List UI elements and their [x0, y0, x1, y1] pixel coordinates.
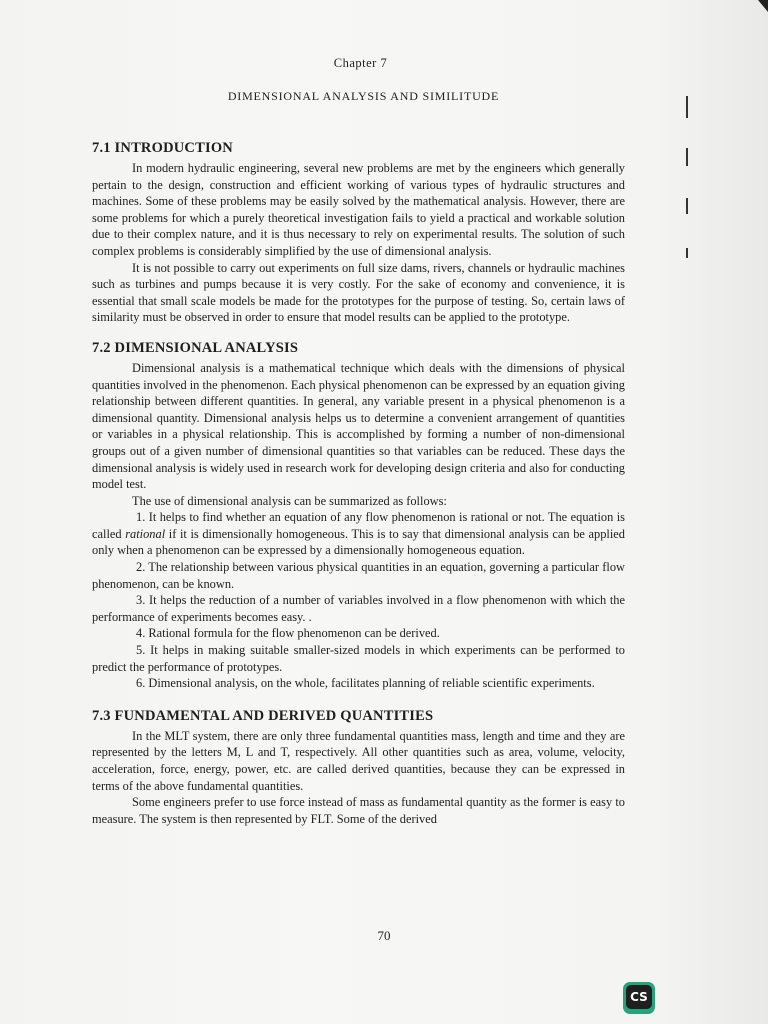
list-item: 1. It helps to find whether an equation of any flow phenomenon is rational or not. The equation is called rational if it is dimensionally homogeneous. This is to say that dimensional analysis can be applied only when a phenomenon can be expressed by a dimensionally homogeneous equation.	[92, 510, 625, 558]
paragraph: The use of dimensional analysis can be summarized as follows:	[132, 493, 447, 508]
chapter-title: DIMENSIONAL ANALYSIS AND SIMILITUDE	[227, 89, 500, 103]
emphasis-rational: rational	[125, 526, 166, 541]
page-content	[92, 56, 625, 827]
section-heading-7-2: 7.2 DIMENSIONAL ANALYSIS	[92, 339, 299, 356]
paragraph: Dimensional analysis is a mathematical technique which deals with the dimensions of physical quantities involved in the phenomenon. Each physical phenomenon can be expressed by an equation giving relationship between different quantities. In general, any variable present in a physical phenomenon is a dimensional quantity. Dimensional analysis helps us to determine a convenient arrangement of quantities or variables in a physical relationship. This is accomplished by forming a number of non-dimensional groups out of a given number of dimensional quantities so that variables can be reduced. These days the dimensional analysis is widely used in research work for developing design criteria and also for conducting model test.	[92, 360, 626, 492]
scan-mark	[686, 248, 688, 258]
scan-mark	[686, 96, 688, 118]
camscanner-logo-label: CS	[626, 985, 652, 1009]
section-heading-7-1: 7.1 INTRODUCTION	[92, 140, 233, 156]
list-item: 5. It helps in making suitable smaller-sized models in which experiments can be performed to predict the performance of prototypes.	[92, 643, 625, 674]
section-heading-7-3: 7.3 FUNDAMENTAL AND DERIVED QUANTITIES	[92, 707, 434, 724]
scan-mark	[686, 198, 688, 214]
camscanner-logo-icon	[623, 982, 655, 1014]
page-number: 70	[377, 928, 391, 943]
paragraph: Some engineers prefer to use force instead of mass as fundamental quantity as the former is easy to measure. The system is then represented by FLT. Some of the derived	[92, 795, 625, 826]
scan-mark	[686, 148, 688, 166]
paragraph: It is not possible to carry out experiments on full size dams, rivers, channels or hydraulic machines such as turbines and pumps because it is very costly. For the sake of economy and convenience, it is essential that small scale models be made for the prototypes for the purpose of testing. So, certain laws of similarity must be observed in order to ensure that model results can be applied to the prototype.	[92, 260, 625, 325]
list-item: 3. It helps the reduction of a number of variables involved in a flow phenomenon with which the performance of experiments becomes easy. .	[92, 593, 625, 624]
chapter-label: Chapter 7	[333, 56, 388, 70]
list-item: 4. Rational formula for the flow phenomenon can be derived.	[136, 626, 440, 641]
paragraph: In the MLT system, there are only three fundamental quantities mass, length and time and they are represented by the letters M, L and T, respectively. All other quantities such as area, volume, velocity, acceleration, force, energy, power, etc. are called derived quantities, because they can be expressed in terms of the above fundamental quantities.	[92, 728, 625, 793]
paragraph: In modern hydraulic engineering, several new problems are met by the engineers which generally pertain to the design, construction and efficient working of various types of hydraulic structures and machines. Some of these problems may be easily solved by the mathematical analysis. However, there are some problems for which a purely theoretical investigation fails to yield a practical and workable solution due to their complex nature, and it is thus necessary to rely on experimental results. The solution of such complex problems is considerably simplified by the use of dimensional analysis.	[92, 161, 625, 258]
list-item: 6. Dimensional analysis, on the whole, facilitates planning of reliable scientific experiments.	[136, 676, 595, 691]
scan-corner-mark	[758, 0, 768, 12]
list-item: 2. The relationship between various physical quantities in an equation, governing a particular flow phenomenon, can be known.	[92, 560, 625, 591]
